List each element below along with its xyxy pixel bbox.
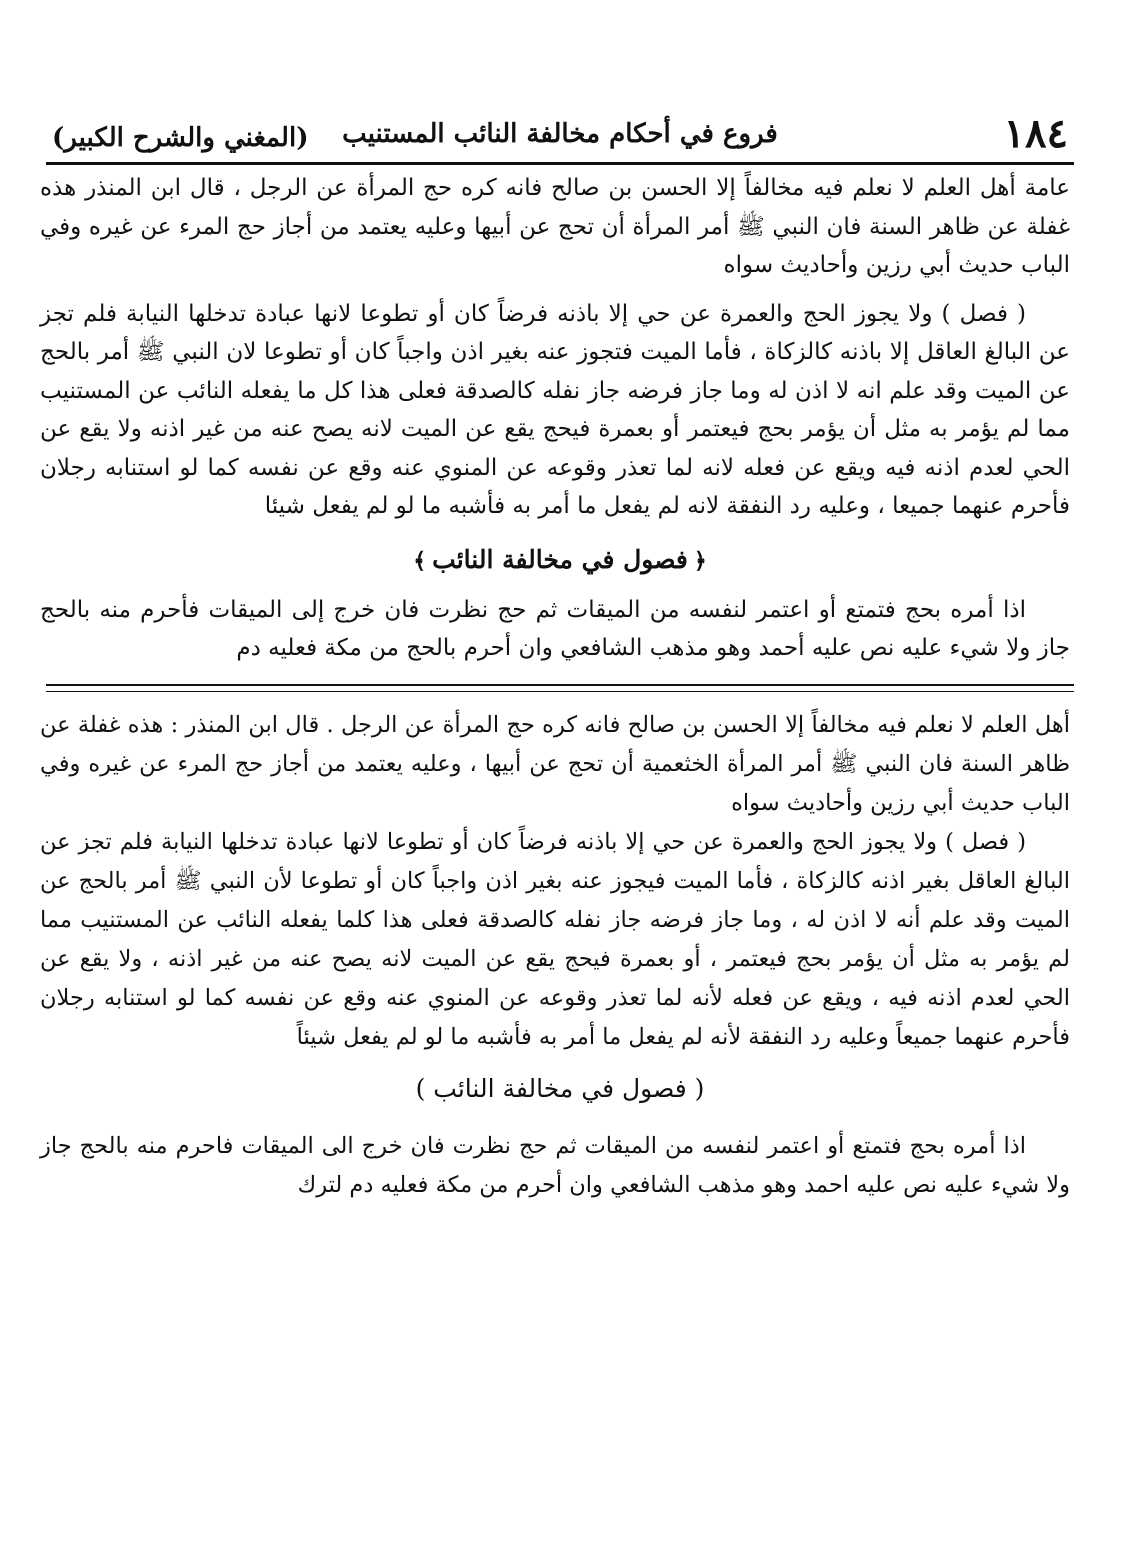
heading-ornament-right: ﴿ bbox=[693, 547, 707, 574]
heading-ornament-left: ﴾ bbox=[413, 547, 427, 574]
commentary-section-heading: ( فصول في مخالفة النائب ) bbox=[415, 1073, 705, 1103]
page-header bbox=[40, 110, 1080, 156]
header-rule bbox=[46, 162, 1074, 165]
main-paragraph-1: عامة أهل العلم لا نعلم فيه مخالفاً إلا الحسن بن صالح فانه كره حج المرأة عن الرجل ، قال ابن المنذر هذه غفلة عن ظاهر السنة فان النبي ﷺ أمر المرأة أن تحج عن أبيها وعليه يعتمد من أجاز حج المرء عن غيره وفي الباب حديث أبي رزين وأحاديث سواه bbox=[40, 175, 1070, 278]
commentary-paragraph-3: اذا أمره بحج فتمتع أو اعتمر لنفسه من الميقات ثم حج نظرت فان خرج الى الميقات فاحرم منه بالحج جاز ولا شيء عليه نص عليه احمد وهو مذهب الشافعي وان أحرم من مكة فعليه دم لترك bbox=[40, 1132, 1070, 1198]
main-paragraph-2: ( فصل ) ولا يجوز الحج والعمرة عن حي إلا باذنه فرضاً كان أو تطوعا لانها عبادة تدخلها النيابة فلم تجز عن البالغ العاقل إلا باذنه كالزكاة ، فأما الميت فتجوز عنه بغير اذن واجباً كان أو تطوعا لان النبي ﷺ أمر بالحج عن الميت وقد علم انه لا اذن له وما جاز فرضه جاز نفله كالصدقة فعلى هذا كل ما يفعله النائب عن المستنيب مما لم يؤمر به مثل أن يؤمر بحج فيعتمر أو بعمرة فيحج يقع عن الميت لانه يصح عنه من غير اذنه ولا يقع عن الحي لعدم اذنه فيه ويقع عن فعله لانه لما تعذر وقوعه عن المنوي عنه وقع عن نفسه كما لو استنابه رجلان فأحرم عنهما جميعا ، وعليه رد النفقة لانه لم يفعل ما أمر به فأشبه ما لو لم يفعل شيئا bbox=[40, 300, 1070, 519]
commentary-text bbox=[40, 706, 1080, 1205]
commentary-paragraph-2: ( فصل ) ولا يجوز الحج والعمرة عن حي إلا باذنه فرضاً كان أو تطوعا لانها عبادة تدخلها النيابة فلم تجز عن البالغ العاقل بغير اذنه كالزكاة ، فأما الميت فيجوز عنه بغير اذن واجباً كان أو تطوعا لأن النبي ﷺ أمر بالحج عن الميت وقد علم أنه لا اذن له ، وما جاز فرضه جاز نفله كالصدقة فعلى هذا كلما يفعله النائب عن المستنيب مما لم يؤمر به مثل أن يؤمر بحج فيعتمر ، أو بعمرة فيحج يقع عن الميت لانه يصح عنه من غير اذنه ، ولا يقع عن الحي لعدم اذنه فيه ، ويقع عن فعله لأنه لما تعذر وقوعه عن المنوي عنه وقع عن نفسه كما لو استنابه رجلان فأحرم عنهما جميعاً وعليه رد النفقة لأنه لم يفعل ما أمر به فأشبه ما لو لم يفعل شيئاً bbox=[40, 828, 1070, 1050]
commentary-paragraph-1: أهل العلم لا نعلم فيه مخالفاً إلا الحسن بن صالح فانه كره حج المرأة عن الرجل . قال ابن المنذر : هذه غفلة عن ظاهر السنة فان النبي ﷺ أمر المرأة الخثعمية أن تحج عن أبيها ، وعليه يعتمد من أجاز حج المرء عن غيره وفي الباب حديث أبي رزين وأحاديث سواه bbox=[40, 711, 1070, 816]
commentary-divider bbox=[46, 684, 1074, 692]
running-title: فروع في أحكام مخالفة النائب المستنيب bbox=[342, 119, 778, 149]
main-section-heading-text: فصول في مخالفة النائب bbox=[432, 544, 688, 574]
main-section-heading bbox=[40, 540, 1080, 581]
main-text bbox=[40, 169, 1080, 668]
document-page bbox=[40, 110, 1080, 1530]
book-title: (المغني والشرح الكبير) bbox=[52, 123, 309, 153]
main-paragraph-3: اذا أمره بحج فتمتع أو اعتمر لنفسه من الميقات ثم حج نظرت فان خرج إلى الميقات فأحرم منه بالحج جاز ولا شيء عليه نص عليه أحمد وهو مذهب الشافعي وان أحرم بالحج من مكة فعليه دم bbox=[40, 596, 1070, 661]
page-number: ١٨٤ bbox=[1003, 110, 1068, 157]
